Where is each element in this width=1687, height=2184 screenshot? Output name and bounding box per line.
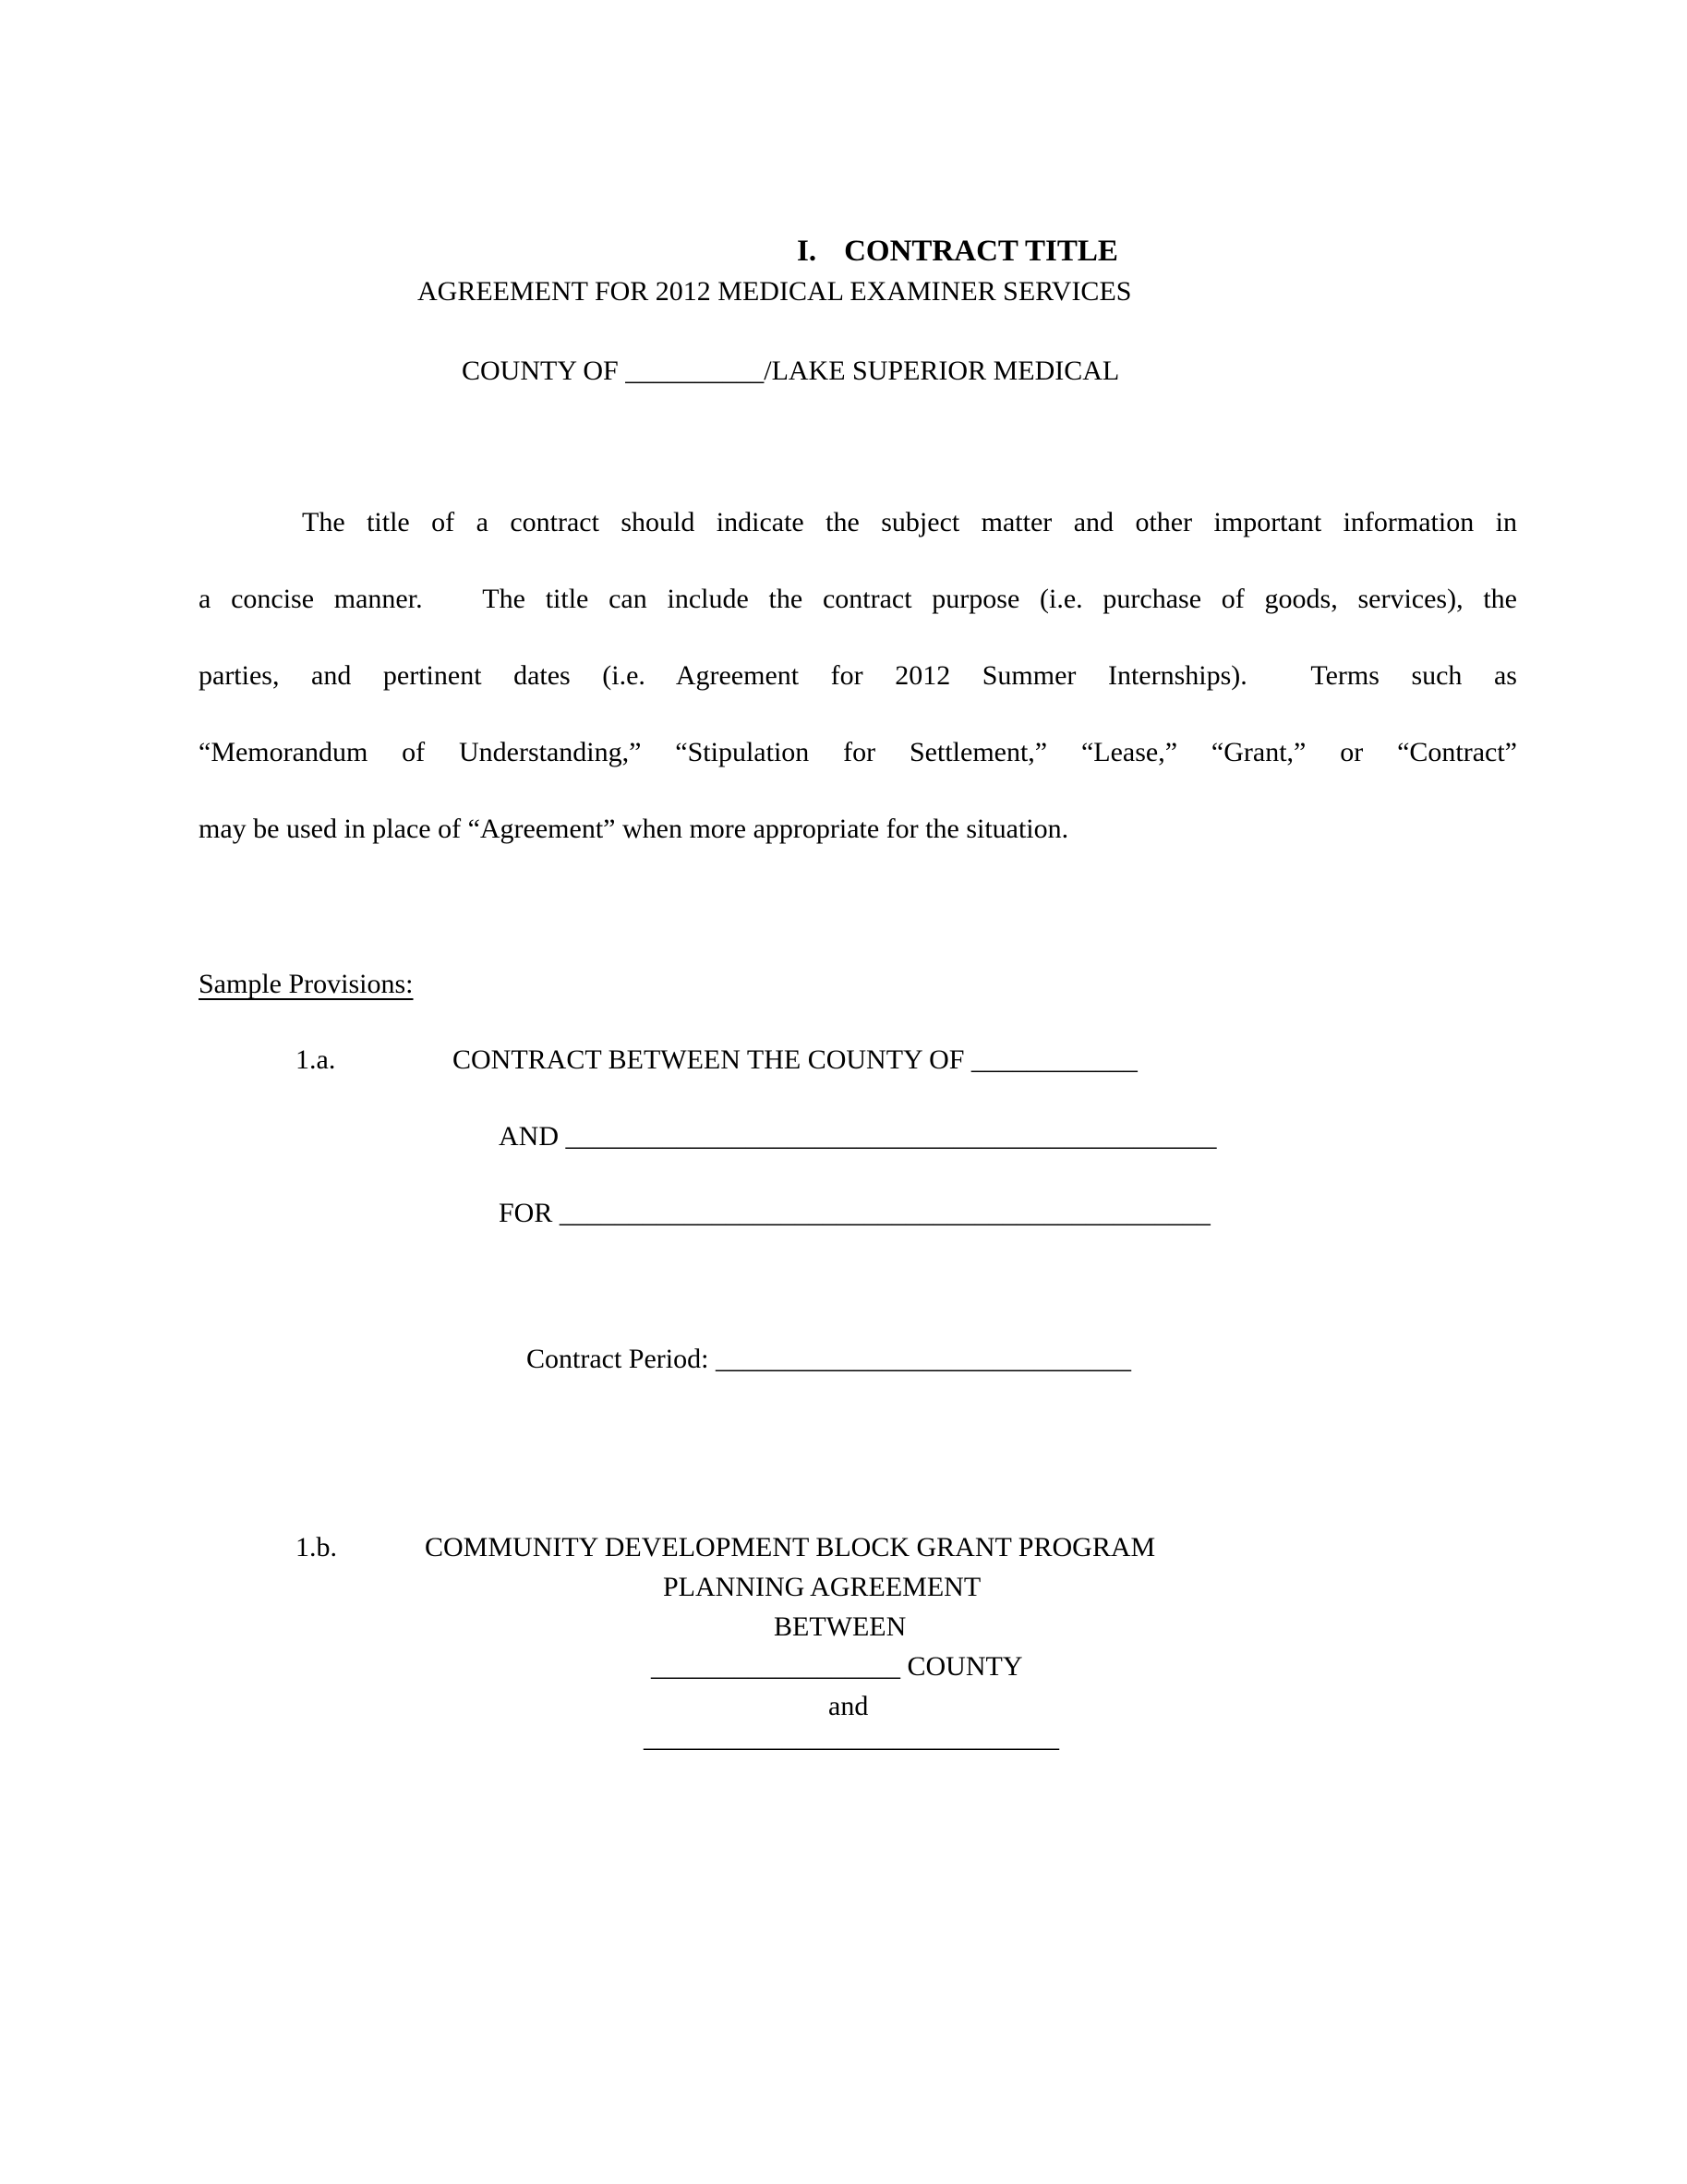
provision-1b-planning-agreement-line: PLANNING AGREEMENT [663,1572,982,1602]
provision-1a-contract-period-line: Contract Period: ______________________________ [526,1344,1131,1374]
provision-1a-and-blank-line: AND _______________________________________________ [499,1121,1217,1152]
paragraph-line: may be used in place of “Agreement” when more appropriate for the situation. [199,814,1069,844]
paragraph-line: “Memorandum of Understanding,” “Stipulation for Settlement,” “Lease,” “Grant,” or “Contract” [199,737,1517,767]
intro-paragraph [199,484,1517,867]
provision-1a-for-blank-line: FOR _______________________________________________ [499,1198,1211,1228]
provision-1b-and-line: and [828,1691,869,1721]
provision-1a-contract-line: CONTRACT BETWEEN THE COUNTY OF ____________ [452,1044,1138,1075]
paragraph-line: a concise manner. The title can include the contract purpose (i.e. purchase of goods, services), the [199,584,1517,614]
provision-1b-county-blank-line: __________________ COUNTY [651,1651,1023,1682]
provision-1b-between-line: BETWEEN [774,1611,907,1642]
sample-provisions-heading: Sample Provisions: [199,969,414,999]
section-title: CONTRACT TITLE [844,235,1118,268]
provision-1a-number: 1.a. [295,1044,336,1075]
section-number: I. [797,235,817,268]
provision-1b-number: 1.b. [295,1532,337,1563]
paragraph-line: parties, and pertinent dates (i.e. Agreement for 2012 Summer Internships). Terms such as [199,660,1517,691]
paragraph-line: The title of a contract should indicate the subject matter and other important information in [302,507,1517,537]
agreement-title-line: AGREEMENT FOR 2012 MEDICAL EXAMINER SERVICES [417,276,1132,307]
county-of-blank-line: COUNTY OF __________/LAKE SUPERIOR MEDICAL [462,356,1120,386]
provision-1b-party-blank-line: ______________________________ [644,1722,1059,1753]
provision-1b-title-line: COMMUNITY DEVELOPMENT BLOCK GRANT PROGRAM [425,1532,1156,1563]
